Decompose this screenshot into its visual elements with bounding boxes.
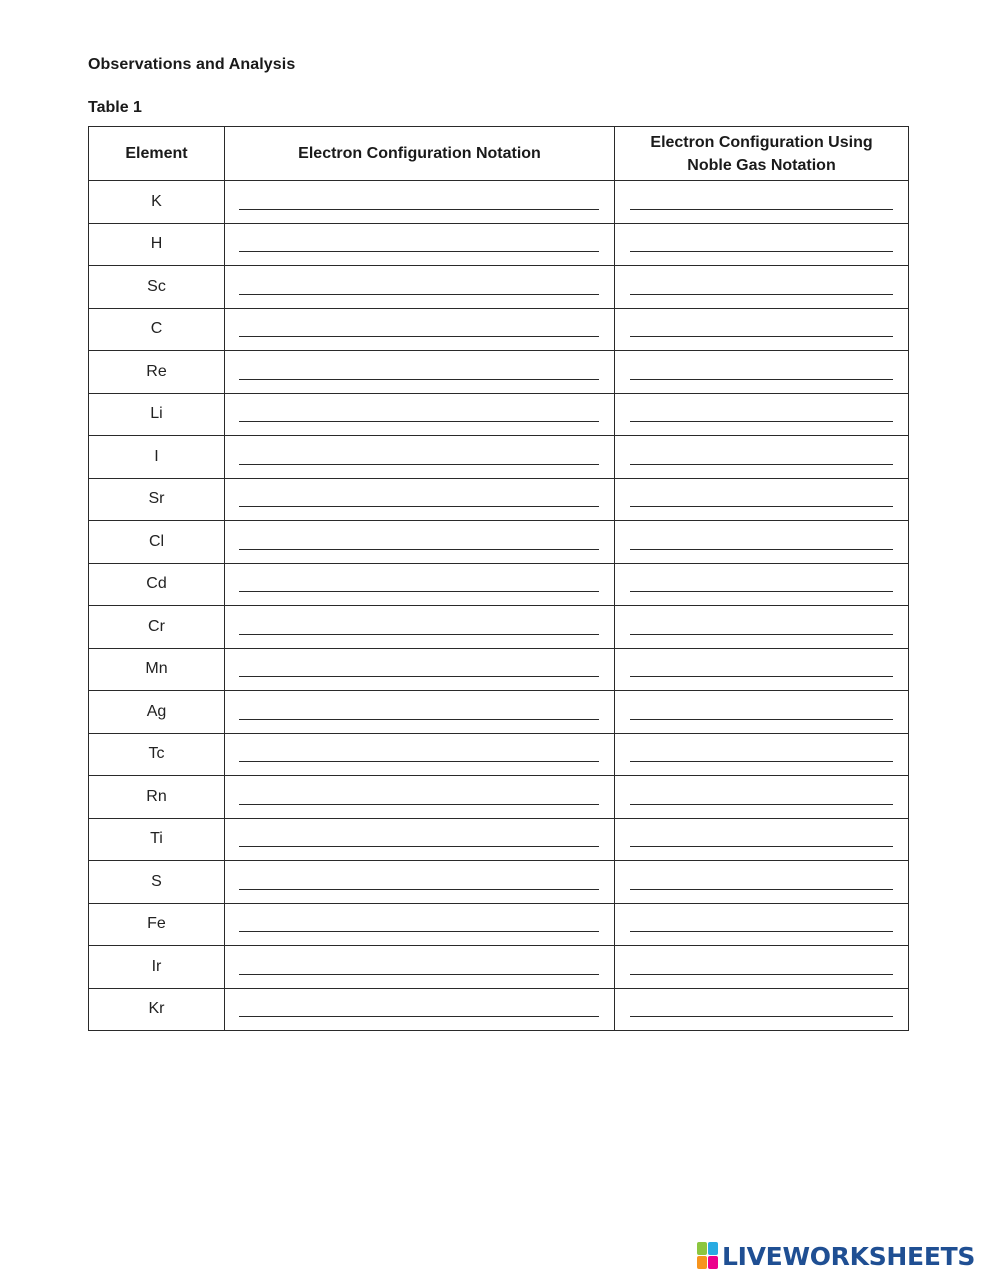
noble-gas-cell bbox=[615, 266, 909, 309]
noble-gas-cell bbox=[615, 181, 909, 224]
noble-gas-answer-blank[interactable] bbox=[630, 974, 893, 975]
configuration-cell bbox=[225, 478, 615, 521]
table-row bbox=[89, 181, 909, 224]
noble-gas-answer-blank[interactable] bbox=[630, 676, 893, 677]
element-symbol: Tc bbox=[89, 733, 225, 776]
configuration-cell bbox=[225, 436, 615, 479]
table-row bbox=[89, 691, 909, 734]
noble-gas-cell bbox=[615, 308, 909, 351]
noble-gas-answer-blank[interactable] bbox=[630, 889, 893, 890]
element-symbol: C bbox=[89, 308, 225, 351]
configuration-cell bbox=[225, 861, 615, 904]
element-symbol: I bbox=[89, 436, 225, 479]
noble-gas-cell bbox=[615, 648, 909, 691]
noble-gas-cell bbox=[615, 818, 909, 861]
liveworksheets-wordmark: LIVEWORKSHEETS bbox=[722, 1241, 976, 1271]
configuration-answer-blank[interactable] bbox=[239, 336, 599, 337]
column-header-noble-gas-label: Electron Configuration Using Noble Gas Notation bbox=[650, 133, 873, 174]
configuration-cell bbox=[225, 691, 615, 734]
noble-gas-answer-blank[interactable] bbox=[630, 591, 893, 592]
noble-gas-answer-blank[interactable] bbox=[630, 931, 893, 932]
configuration-cell bbox=[225, 308, 615, 351]
table-row bbox=[89, 776, 909, 819]
configuration-answer-blank[interactable] bbox=[239, 251, 599, 252]
table-row bbox=[89, 478, 909, 521]
configuration-answer-blank[interactable] bbox=[239, 421, 599, 422]
noble-gas-answer-blank[interactable] bbox=[630, 379, 893, 380]
noble-gas-answer-blank[interactable] bbox=[630, 804, 893, 805]
noble-gas-answer-blank[interactable] bbox=[630, 1016, 893, 1017]
noble-gas-answer-blank[interactable] bbox=[630, 506, 893, 507]
configuration-cell bbox=[225, 903, 615, 946]
configuration-cell bbox=[225, 946, 615, 989]
element-symbol: Ti bbox=[89, 818, 225, 861]
table-header-row bbox=[89, 127, 909, 181]
column-header-noble-gas bbox=[615, 127, 909, 181]
noble-gas-answer-blank[interactable] bbox=[630, 549, 893, 550]
element-symbol: Ir bbox=[89, 946, 225, 989]
element-symbol: Re bbox=[89, 351, 225, 394]
table-body bbox=[89, 181, 909, 1031]
noble-gas-answer-blank[interactable] bbox=[630, 336, 893, 337]
table-row bbox=[89, 861, 909, 904]
table-row bbox=[89, 648, 909, 691]
table-row bbox=[89, 351, 909, 394]
element-symbol: Fe bbox=[89, 903, 225, 946]
configuration-answer-blank[interactable] bbox=[239, 889, 599, 890]
element-symbol: Kr bbox=[89, 988, 225, 1031]
table-row bbox=[89, 223, 909, 266]
noble-gas-answer-blank[interactable] bbox=[630, 846, 893, 847]
noble-gas-cell bbox=[615, 393, 909, 436]
table-row bbox=[89, 988, 909, 1031]
table-row bbox=[89, 393, 909, 436]
configuration-cell bbox=[225, 563, 615, 606]
element-symbol: Rn bbox=[89, 776, 225, 819]
element-symbol: H bbox=[89, 223, 225, 266]
table-row bbox=[89, 606, 909, 649]
noble-gas-cell bbox=[615, 606, 909, 649]
noble-gas-cell bbox=[615, 436, 909, 479]
column-header-configuration: Electron Configuration Notation bbox=[225, 127, 615, 181]
element-symbol: S bbox=[89, 861, 225, 904]
configuration-answer-blank[interactable] bbox=[239, 209, 599, 210]
configuration-cell bbox=[225, 648, 615, 691]
noble-gas-cell bbox=[615, 903, 909, 946]
configuration-cell bbox=[225, 521, 615, 564]
configuration-answer-blank[interactable] bbox=[239, 1016, 599, 1017]
configuration-answer-blank[interactable] bbox=[239, 761, 599, 762]
element-symbol: Cl bbox=[89, 521, 225, 564]
configuration-cell bbox=[225, 606, 615, 649]
element-symbol: Cr bbox=[89, 606, 225, 649]
configuration-answer-blank[interactable] bbox=[239, 634, 599, 635]
element-symbol: Ag bbox=[89, 691, 225, 734]
configuration-answer-blank[interactable] bbox=[239, 719, 599, 720]
table-row bbox=[89, 818, 909, 861]
noble-gas-answer-blank[interactable] bbox=[630, 634, 893, 635]
noble-gas-cell bbox=[615, 478, 909, 521]
element-symbol: K bbox=[89, 181, 225, 224]
table-row bbox=[89, 946, 909, 989]
noble-gas-cell bbox=[615, 351, 909, 394]
noble-gas-cell bbox=[615, 988, 909, 1031]
table-row bbox=[89, 521, 909, 564]
noble-gas-answer-blank[interactable] bbox=[630, 294, 893, 295]
table-row bbox=[89, 903, 909, 946]
noble-gas-cell bbox=[615, 223, 909, 266]
table-row bbox=[89, 563, 909, 606]
section-title: Observations and Analysis bbox=[88, 56, 296, 73]
table-row bbox=[89, 308, 909, 351]
element-symbol: Mn bbox=[89, 648, 225, 691]
table-row bbox=[89, 733, 909, 776]
noble-gas-answer-blank[interactable] bbox=[630, 251, 893, 252]
configuration-cell bbox=[225, 393, 615, 436]
element-symbol: Sr bbox=[89, 478, 225, 521]
noble-gas-answer-blank[interactable] bbox=[630, 719, 893, 720]
configuration-answer-blank[interactable] bbox=[239, 464, 599, 465]
noble-gas-answer-blank[interactable] bbox=[630, 421, 893, 422]
noble-gas-cell bbox=[615, 521, 909, 564]
noble-gas-cell bbox=[615, 691, 909, 734]
table-row bbox=[89, 436, 909, 479]
liveworksheets-logo bbox=[697, 1239, 975, 1273]
configuration-cell bbox=[225, 351, 615, 394]
noble-gas-cell bbox=[615, 946, 909, 989]
configuration-answer-blank[interactable] bbox=[239, 804, 599, 805]
configuration-answer-blank[interactable] bbox=[239, 931, 599, 932]
table-row bbox=[89, 266, 909, 309]
configuration-cell bbox=[225, 776, 615, 819]
liveworksheets-mark-icon bbox=[697, 1242, 719, 1270]
configuration-answer-blank[interactable] bbox=[239, 294, 599, 295]
noble-gas-cell bbox=[615, 776, 909, 819]
configuration-cell bbox=[225, 266, 615, 309]
configuration-answer-blank[interactable] bbox=[239, 379, 599, 380]
element-symbol: Cd bbox=[89, 563, 225, 606]
configuration-cell bbox=[225, 988, 615, 1031]
configuration-cell bbox=[225, 223, 615, 266]
configuration-answer-blank[interactable] bbox=[239, 506, 599, 507]
noble-gas-answer-blank[interactable] bbox=[630, 209, 893, 210]
table-caption: Table 1 bbox=[88, 99, 142, 116]
noble-gas-answer-blank[interactable] bbox=[630, 761, 893, 762]
noble-gas-answer-blank[interactable] bbox=[630, 464, 893, 465]
noble-gas-cell bbox=[615, 733, 909, 776]
configuration-answer-blank[interactable] bbox=[239, 591, 599, 592]
noble-gas-cell bbox=[615, 861, 909, 904]
column-header-element: Element bbox=[89, 127, 225, 181]
configuration-answer-blank[interactable] bbox=[239, 549, 599, 550]
element-symbol: Li bbox=[89, 393, 225, 436]
configuration-cell bbox=[225, 818, 615, 861]
configuration-cell bbox=[225, 181, 615, 224]
configuration-answer-blank[interactable] bbox=[239, 846, 599, 847]
configuration-answer-blank[interactable] bbox=[239, 974, 599, 975]
electron-configuration-table bbox=[88, 126, 909, 1031]
noble-gas-cell bbox=[615, 563, 909, 606]
configuration-cell bbox=[225, 733, 615, 776]
element-symbol: Sc bbox=[89, 266, 225, 309]
configuration-answer-blank[interactable] bbox=[239, 676, 599, 677]
